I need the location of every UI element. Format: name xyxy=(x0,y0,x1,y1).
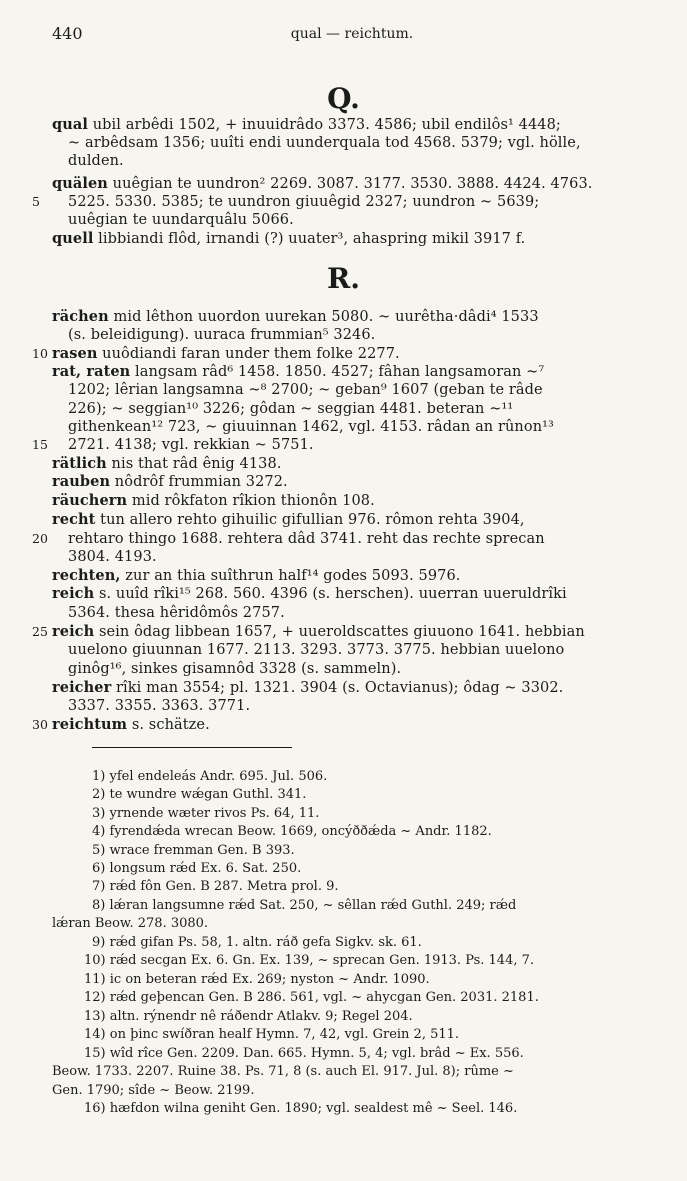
footnote-line: Gen. 1790; sîde ~ Beow. 2199. xyxy=(52,1083,255,1098)
footnote-line: 9) rǽd gifan Ps. 58, 1. altn. ráð gefa Sigkv. sk. 61. xyxy=(92,935,422,950)
entry-line xyxy=(52,511,525,530)
footnote-line: 1) yfel endeleás Andr. 695. Jul. 506. xyxy=(92,769,328,784)
headword: quälen xyxy=(52,175,108,192)
entry-line xyxy=(52,363,544,382)
entry-text: nis that râd ênig 4138. xyxy=(106,456,282,472)
headword: rauben xyxy=(52,473,111,490)
entry-line xyxy=(68,530,545,549)
entry-text: 3337. 3355. 3363. 3771. xyxy=(68,698,251,714)
headword: reich xyxy=(52,585,95,602)
entry-line xyxy=(52,716,210,735)
entry-line xyxy=(68,381,543,400)
entry-text: 5364. thesa hêridômôs 2757. xyxy=(68,605,285,621)
entry-line xyxy=(68,418,554,437)
footnote-line: 14) on þinc swíðran healf Hymn. 7, 42, vgl. Grein 2, 511. xyxy=(84,1027,460,1042)
headword: qual xyxy=(52,116,88,133)
entry-text: 2721. 4138; vgl. rekkian ~ 5751. xyxy=(68,437,314,453)
footnote-line: 8) lǽran langsumne rǽd Sat. 250, ~ sêllan rǽd Guthl. 249; rǽd xyxy=(92,898,517,913)
entry-text: rehtaro thingo 1688. rehtera dâd 3741. reht das rechte sprecan xyxy=(68,531,545,547)
entry-line xyxy=(68,134,581,153)
headword: rätlich xyxy=(52,455,107,472)
footnote-rule xyxy=(92,747,292,748)
entry-line xyxy=(52,623,585,642)
line-number: 30 xyxy=(32,717,48,732)
entry-text: s. schätze. xyxy=(127,717,210,733)
headword: räuchern xyxy=(52,492,128,509)
running-head: qual — reichtum. xyxy=(290,26,414,42)
entry-line xyxy=(52,492,375,511)
footnote-line: Beow. 1733. 2207. Ruine 38. Ps. 71, 8 (s. auch El. 917. Jul. 8); rûme ~ xyxy=(52,1064,514,1079)
section-heading-r: R. xyxy=(326,262,361,295)
page-header xyxy=(52,24,652,48)
entry-text: githenkean¹² 723, ~ giuuinnan 1462, vgl. 4153. râdan an rûnon¹³ xyxy=(68,419,554,435)
headword: rasen xyxy=(52,345,98,362)
entry-text: mid rôkfaton rîkion thionôn 108. xyxy=(127,493,375,509)
footnote-line: 3) yrnende wæter rivos Ps. 64, 11. xyxy=(92,806,320,821)
entry-line xyxy=(68,326,375,345)
footnote-line: 16) hæfdon wilna geniht Gen. 1890; vgl. sealdest mê ~ Seel. 146. xyxy=(84,1101,518,1116)
entry-text: 5225. 5330. 5385; te uundron giuuêgid 2327; uundron ~ 5639; xyxy=(68,194,540,210)
section-heading-q: Q. xyxy=(327,82,360,115)
entry-line xyxy=(68,400,513,419)
entry-text: langsam râd⁶ 1458. 1850. 4527; fâhan langsamoran ~⁷ xyxy=(130,364,545,380)
footnote-line: 7) rǽd fôn Gen. B 287. Metra prol. 9. xyxy=(92,879,339,894)
footnote-line: 5) wrace fremman Gen. B 393. xyxy=(92,843,295,858)
footnote-line: 13) altn. rýnendr nê ráðendr Atlakv. 9; Regel 204. xyxy=(84,1009,413,1024)
entry-text: libbiandi flôd, irnandi (?) uuater³, ahaspring mikil 3917 f. xyxy=(93,231,526,247)
entry-text: mid lêthon uuordon uurekan 5080. ~ uurêtha·dâdi⁴ 1533 xyxy=(108,309,539,325)
entry-line xyxy=(68,604,285,623)
entry-text: tun allero rehto gihuilic gifullian 976. rômon rehta 3904, xyxy=(95,512,525,528)
entry-line xyxy=(52,585,567,604)
footnote-line: 6) longsum rǽd Ex. 6. Sat. 250. xyxy=(92,861,302,876)
footnote-line: 12) rǽd geþencan Gen. B 286. 561, vgl. ~ ahycgan Gen. 2031. 2181. xyxy=(84,990,539,1005)
footnote-line: lǽran Beow. 278. 3080. xyxy=(52,916,209,931)
entry-text: rîki man 3554; pl. 1321. 3904 (s. Octavianus); ôdag ~ 3302. xyxy=(111,680,564,696)
footnote-line: 10) rǽd secgan Ex. 6. Gn. Ex. 139, ~ sprecan Gen. 1913. Ps. 144, 7. xyxy=(84,953,535,968)
entry-line xyxy=(52,345,400,364)
entry-line xyxy=(68,436,314,455)
entry-text: nôdrôf frummian 3272. xyxy=(110,474,288,490)
entry-text: ginôg¹⁶, sinkes gisamnôd 3328 (s. sammeln). xyxy=(68,661,402,677)
line-number: 10 xyxy=(32,346,48,361)
entry-text: s. uuîd rîki¹⁵ 268. 560. 4396 (s. herschen). uuerran uueruldrîki xyxy=(94,586,567,602)
page-number: 440 xyxy=(52,24,83,43)
headword: recht xyxy=(52,511,96,528)
entry-text: uuelono giuunnan 1677. 2113. 3293. 3773. 3775. hebbian uuelono xyxy=(68,642,565,658)
entry-line xyxy=(68,548,157,567)
headword: rechten, xyxy=(52,567,121,584)
entry-line xyxy=(52,455,282,474)
footnote-line: 2) te wundre wǽgan Guthl. 341. xyxy=(92,787,307,802)
entry-line xyxy=(68,660,401,679)
footnote-line: 11) ic on beteran rǽd Ex. 269; nyston ~ Andr. 1090. xyxy=(84,972,430,987)
entry-text: sein ôdag libbean 1657, + uueroldscattes giuuono 1641. hebbian xyxy=(94,624,585,640)
line-number: 20 xyxy=(32,531,48,546)
line-number: 5 xyxy=(32,194,40,209)
entry-line xyxy=(52,175,593,194)
entry-line xyxy=(68,193,539,212)
entry-text: 3804. 4193. xyxy=(68,549,157,565)
entry-text: 226); ~ seggian¹⁰ 3226; gôdan ~ seggian 4481. beteran ~¹¹ xyxy=(68,401,514,417)
entry-line xyxy=(52,679,563,698)
footnote-line: 4) fyrendǽda wrecan Beow. 1669, oncýððǽda ~ Andr. 1182. xyxy=(92,824,492,839)
entry-line xyxy=(52,473,288,492)
entry-text: ~ arbêdsam 1356; uuîti endi uunderquala tod 4568. 5379; vgl. hölle, xyxy=(68,135,581,151)
entry-text: uuêgian te uundarquâlu 5066. xyxy=(68,212,294,228)
footnote-line: 15) wîd rîce Gen. 2209. Dan. 665. Hymn. 5, 4; vgl. brâd ~ Ex. 556. xyxy=(84,1046,524,1061)
entry-text: uuêgian te uundron² 2269. 3087. 3177. 3530. 3888. 4424. 4763. xyxy=(107,176,593,192)
line-number: 25 xyxy=(32,624,48,639)
entry-text: ubil arbêdi 1502, + inuuidrâdo 3373. 4586; ubil endilôs¹ 4448; xyxy=(88,117,561,133)
entry-line xyxy=(68,152,124,171)
entry-text: uuôdiandi faran under them folke 2277. xyxy=(97,346,400,362)
entry-line xyxy=(52,308,539,327)
headword: rächen xyxy=(52,308,109,325)
headword: reichtum xyxy=(52,716,128,733)
entry-text: zur an thia suîthrun half¹⁴ godes 5093. 5976. xyxy=(120,568,461,584)
entry-text: dulden. xyxy=(68,153,124,169)
headword: rat, raten xyxy=(52,363,131,380)
entry-line xyxy=(52,116,561,135)
line-number: 15 xyxy=(32,437,48,452)
headword: reicher xyxy=(52,679,112,696)
headword: quell xyxy=(52,230,94,247)
entry-line xyxy=(68,211,294,230)
entry-line xyxy=(68,641,564,660)
entry-line xyxy=(52,230,525,249)
entry-line xyxy=(68,697,250,716)
entry-text: 1202; lêrian langsamna ~⁸ 2700; ~ geban⁹ 1607 (geban te râde xyxy=(68,382,543,398)
headword: reich xyxy=(52,623,95,640)
entry-line xyxy=(52,567,461,586)
entry-text: (s. beleidigung). uuraca frummian⁵ 3246. xyxy=(68,327,376,343)
